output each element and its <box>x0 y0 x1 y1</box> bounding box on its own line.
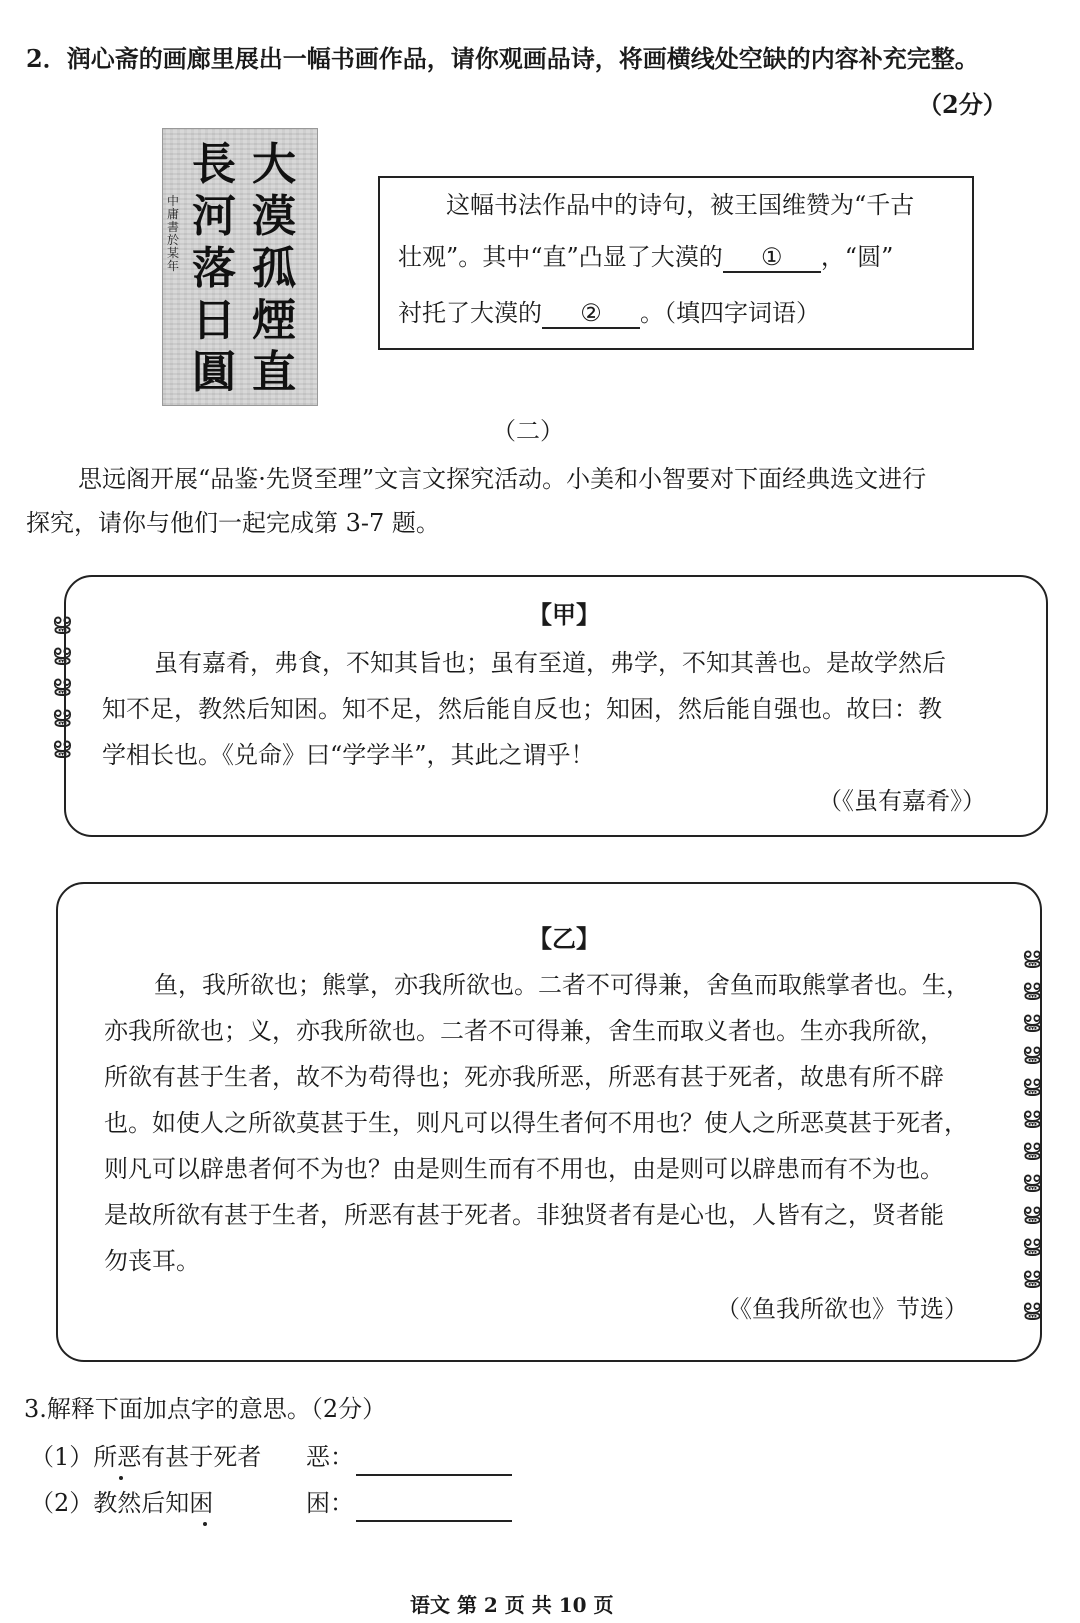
calligraphy-char: 河 <box>192 191 236 242</box>
ring-icon: ൠ <box>1022 1136 1042 1161</box>
calligraphy-char: 日 <box>192 295 236 346</box>
q3-item-2: （2）教然后知困 <box>30 1489 214 1517</box>
ring-icon: ൠ <box>52 610 72 635</box>
passage-yi-line: 鱼，我所欲也；熊掌，亦我所欲也。二者不可得兼，舍鱼而取熊掌者也。生， <box>154 971 970 999</box>
ring-icon: ൠ <box>52 672 72 697</box>
page-footer: 语文 第 2 页 共 10 页 <box>410 1593 614 1617</box>
passage-jia-source: （《虽有嘉肴》） <box>818 787 986 815</box>
q3-answer-line-2[interactable] <box>356 1520 512 1522</box>
ring-icon: ൠ <box>1022 1296 1042 1321</box>
passage-yi-line: 勿丧耳。 <box>104 1247 200 1275</box>
hint-line-1: 这幅书法作品中的诗句，被王国维赞为“千古 <box>446 191 915 219</box>
q3-item-1: （1）所恶有甚于死者 <box>30 1443 262 1471</box>
hint-line-2-start: 壮观”。其中“直”凸显了大漠的 <box>398 243 723 271</box>
section-intro-2: 探究，请你与他们一起完成第 3-7 题。 <box>26 509 440 537</box>
passage-jia-line: 知不足，教然后知困。知不足，然后能自反也；知困，然后能自强也。故曰：教 <box>102 695 942 723</box>
passage-yi-title: 【乙】 <box>528 924 600 953</box>
q2-score: （2分） <box>918 90 1007 119</box>
q2-hint-box <box>378 176 974 350</box>
section-intro-1: 思远阁开展“品鉴·先贤至理”文言文探究活动。小美和小智要对下面经典选文进行 <box>78 465 927 493</box>
ring-icon: ൠ <box>1022 1104 1042 1129</box>
passage-yi-line: 所欲有甚于生者，故不为苟得也；死亦我所恶，所恶有甚于死者，故患有所不辟 <box>104 1063 944 1091</box>
ring-icon: ൠ <box>1022 1008 1042 1033</box>
passage-yi-source: （《鱼我所欲也》节选） <box>716 1295 968 1323</box>
ring-icon: ൠ <box>1022 1264 1042 1289</box>
section-heading: （二） <box>492 417 564 445</box>
q3-item-1-label: 恶： <box>306 1443 354 1471</box>
q3-answer-line-1[interactable] <box>356 1474 512 1476</box>
hint-line-3 <box>398 298 820 329</box>
ring-icon: ൠ <box>52 703 72 728</box>
passage-yi-line: 亦我所欲也；义，亦我所欲也。二者不可得兼，舍生而取义者也。生亦我所欲， <box>104 1017 944 1045</box>
ring-icon: ൠ <box>1022 1040 1042 1065</box>
passage-yi-line: 是故所欲有甚于生者，所恶有甚于死者。非独贤者有是心也，人皆有之，贤者能 <box>104 1201 944 1229</box>
passage-jia-title: 【甲】 <box>528 600 600 629</box>
calligraphy-char: 長 <box>192 139 236 190</box>
passage-yi-line: 则凡可以辟患者何不为也？由是则生而有不用也，由是则可以辟患而有不为也。 <box>104 1155 944 1183</box>
ring-icon: ൠ <box>52 641 72 666</box>
ring-icon: ൠ <box>1022 944 1042 969</box>
calligraphy-left-column <box>187 139 241 399</box>
blank-1[interactable]: ① <box>723 243 821 273</box>
calligraphy-inscription: 中庸書於某年 <box>167 194 180 273</box>
emphasis-dot <box>119 1476 123 1480</box>
calligraphy-artwork <box>162 128 318 406</box>
blank-2[interactable]: ② <box>542 299 640 329</box>
calligraphy-char: 煙 <box>252 295 296 346</box>
q2-prompt: 2．润心斋的画廊里展出一幅书画作品，请你观画品诗，将画横线处空缺的内容补充完整。 <box>26 44 979 73</box>
calligraphy-char: 大 <box>252 139 296 190</box>
q3-item-2-label: 困： <box>306 1489 354 1517</box>
ring-icon: ൠ <box>1022 1072 1042 1097</box>
ring-icon: ൠ <box>1022 1168 1042 1193</box>
calligraphy-char: 漠 <box>252 191 296 242</box>
calligraphy-right-column <box>247 139 301 399</box>
emphasis-dot <box>203 1522 207 1526</box>
ring-icon: ൠ <box>1022 1200 1042 1225</box>
calligraphy-char: 圓 <box>192 347 236 398</box>
hint-line-3-end: 。（填四字词语） <box>640 299 820 327</box>
passage-jia-line: 学相长也。《兑命》曰“学学半”，其此之谓乎！ <box>102 741 595 769</box>
ring-icon: ൠ <box>1022 976 1042 1001</box>
hint-line-3-start: 衬托了大漠的 <box>398 299 542 327</box>
calligraphy-char: 孤 <box>252 243 296 294</box>
passage-yi-line: 也。如使人之所欲莫甚于生，则凡可以得生者何不用也？使人之所恶莫甚于死者， <box>104 1109 968 1137</box>
calligraphy-char: 落 <box>192 243 236 294</box>
ring-icon: ൠ <box>1022 1232 1042 1257</box>
calligraphy-char: 直 <box>252 347 296 398</box>
hint-line-2 <box>398 242 893 273</box>
passage-jia-line: 虽有嘉肴，弗食，不知其旨也；虽有至道，弗学，不知其善也。是故学然后 <box>154 649 946 677</box>
q3-prompt: 3.解释下面加点字的意思。（2分） <box>24 1395 387 1423</box>
hint-line-2-end: ，“圆” <box>820 243 894 271</box>
ring-icon: ൠ <box>52 734 72 759</box>
